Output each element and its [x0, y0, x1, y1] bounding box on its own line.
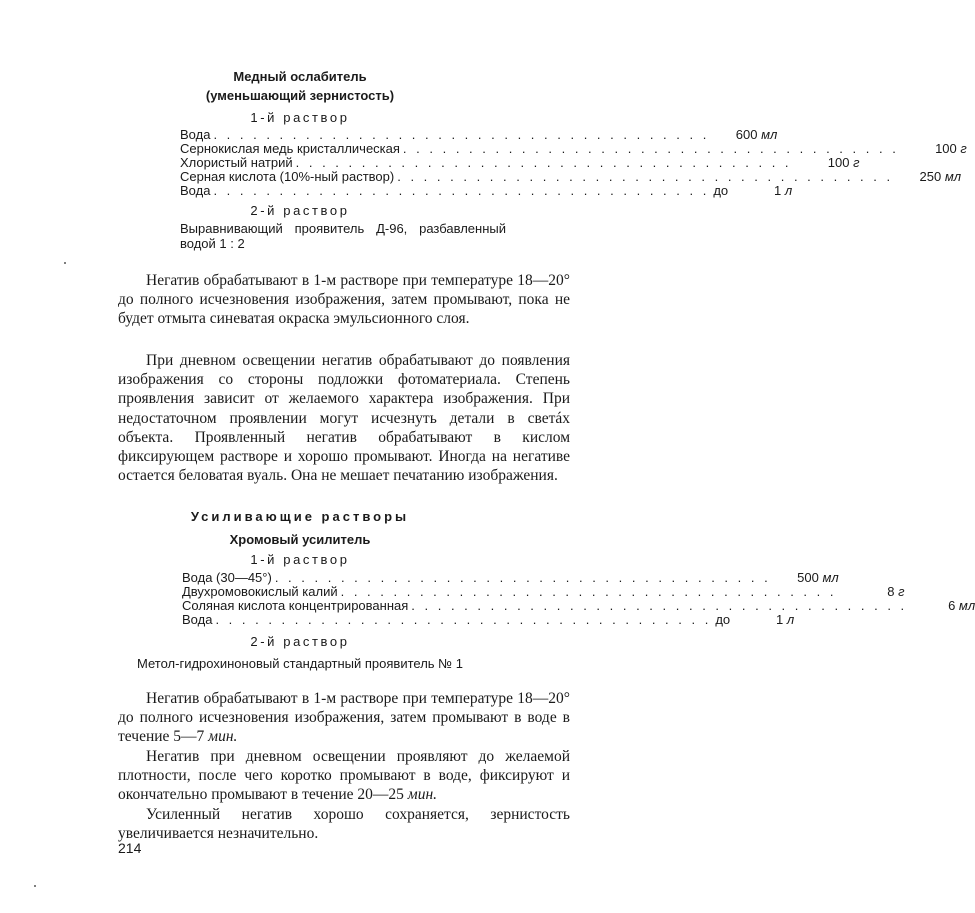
- ingredient-name: Двухромовокислый калий: [182, 584, 338, 599]
- recipe-row: [180, 169, 962, 184]
- recipe-row: [182, 598, 975, 613]
- leader-dots: . . . . . . . . . . . . . . . . . . . . . . . . . . . . . . . . . . . . . .: [274, 570, 771, 585]
- body-paragraph: Негатив обрабатывают в 1-м растворе при температуре 18—20° до полного исчезновения изображения, затем промывают, пока не будет отмыта синеватая окраска эмульсионного слоя.: [118, 272, 570, 328]
- ingredient-name: Вода: [180, 183, 211, 198]
- solution-2-description: Выравнивающий проявитель Д-96, разбавленный водой 1 : 2: [180, 221, 506, 251]
- ingredient-quantity: 1 л: [775, 612, 795, 627]
- ingredient-name: Соляная кислота концентрированная: [182, 598, 409, 613]
- ingredient-name: Сернокислая медь кристаллическая: [180, 141, 400, 156]
- page-number: 214: [118, 840, 142, 856]
- recipe-row: [180, 141, 967, 156]
- recipe-row: [180, 183, 793, 198]
- solution-2-description: Метол-гидрохиноновый стандартный проявитель № 1: [137, 656, 463, 671]
- leader-dots: . . . . . . . . . . . . . . . . . . . . . . . . . . . . . . . . . . . . . .: [295, 155, 792, 170]
- ingredient-quantity: 600 мл: [735, 127, 778, 142]
- ingredient-name: Вода (30—45°): [182, 570, 272, 585]
- recipe-row: [182, 612, 795, 627]
- recipe-table-chrome-1: [182, 570, 975, 627]
- recipe-table-copper-1: [180, 127, 967, 198]
- recipe-row: [180, 155, 860, 170]
- scan-speck: [64, 262, 66, 264]
- solution-2-heading: 2-й раствор: [250, 634, 350, 649]
- ingredient-name: Хлористый натрий: [180, 155, 293, 170]
- ingredient-prefix: до: [715, 612, 731, 627]
- ingredient-quantity: 8 г: [887, 584, 905, 599]
- ingredient-quantity: 500 мл: [797, 570, 839, 585]
- ingredient-quantity: 6 мл: [948, 598, 975, 613]
- ingredient-name: Вода: [182, 612, 213, 627]
- recipe-row: [180, 127, 778, 142]
- leader-dots: . . . . . . . . . . . . . . . . . . . . . . . . . . . . . . . . . . . . . .: [397, 169, 894, 184]
- ingredient-prefix: до: [713, 183, 729, 198]
- solution-2-heading: 2-й раствор: [250, 203, 350, 218]
- section-subtitle: (уменьшающий зернистость): [205, 88, 395, 103]
- leader-dots: . . . . . . . . . . . . . . . . . . . . . . . . . . . . . . . . . . . . . .: [215, 612, 712, 627]
- body-paragraph: Усиленный негатив хорошо сохраняется, зернистость увеличивается незначительно.: [118, 806, 570, 843]
- leader-dots: . . . . . . . . . . . . . . . . . . . . . . . . . . . . . . . . . . . . . .: [213, 127, 710, 142]
- leader-dots: . . . . . . . . . . . . . . . . . . . . . . . . . . . . . . . . . . . . . .: [411, 598, 908, 613]
- section-title-intensifiers: Усиливающие растворы: [190, 509, 410, 524]
- leader-dots: . . . . . . . . . . . . . . . . . . . . . . . . . . . . . . . . . . . . . .: [213, 183, 710, 198]
- leader-dots: . . . . . . . . . . . . . . . . . . . . . . . . . . . . . . . . . . . . . .: [340, 584, 837, 599]
- solution-1-heading: 1-й раствор: [250, 110, 350, 125]
- ingredient-name: Серная кислота (10%-ный раствор): [180, 169, 395, 184]
- leader-dots: . . . . . . . . . . . . . . . . . . . . . . . . . . . . . . . . . . . . . .: [402, 141, 899, 156]
- ingredient-quantity: 1 л: [773, 183, 793, 198]
- scan-speck: [34, 885, 36, 887]
- recipe-row: [182, 584, 905, 599]
- section-title-copper-reducer: Медный ослабитель: [233, 69, 367, 84]
- recipe-row: [182, 570, 839, 585]
- ingredient-quantity: 100 г: [827, 155, 860, 170]
- ingredient-name: Вода: [180, 127, 211, 142]
- section-subtitle-chrome-intensifier: Хромовый усилитель: [229, 532, 371, 547]
- body-paragraph: При дневном освещении негатив обрабатывают до появления изображения со стороны подложки фотоматериала. Степень проявления зависит от желаемого характера изображения. При недостаточном проявлении могут исчезнуть детали в светáх объекта. Проявленный негатив обрабатывают в кислом фиксирующем растворе и хорошо промывают. Иногда на негативе остается беловатая вуаль. Она не мешает печатанию изображения.: [118, 352, 570, 485]
- ingredient-quantity: 250 мл: [919, 169, 962, 184]
- solution-1-heading: 1-й раствор: [250, 552, 350, 567]
- ingredient-quantity: 100 г: [935, 141, 967, 156]
- body-paragraph: Негатив обрабатывают в 1-м растворе при температуре 18—20° до полного исчезновения изображения, затем промывают в воде в течение 5—7 мин.: [118, 690, 570, 746]
- body-paragraph: Негатив при дневном освещении проявляют до желаемой плотности, после чего коротко промывают в воде, фиксируют и окончательно промывают в течение 20—25 мин.: [118, 748, 570, 804]
